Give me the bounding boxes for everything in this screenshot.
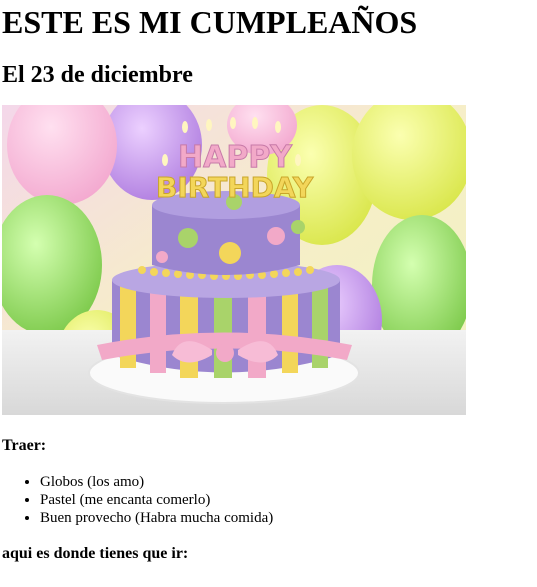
cake-candles	[156, 140, 314, 204]
candle-text-birthday: BIRTHDAY	[156, 171, 314, 204]
birthday-cake-photo	[2, 105, 466, 415]
list-item: • Pastel (me encanta comerlo)	[40, 491, 535, 509]
page	[0, 4, 537, 563]
bring-label: Traer:	[2, 437, 47, 454]
list-item: • Buen provecho (Habra mucha comida)	[40, 509, 535, 527]
bring-list	[2, 473, 535, 527]
candle-text-happy: HAPPY	[178, 140, 293, 175]
where-label: aqui es donde tienes que ir:	[2, 545, 189, 562]
date-heading: El 23 de diciembre	[2, 62, 193, 88]
list-item: • Globos (los amo)	[40, 473, 535, 491]
page-title: ESTE ES MI CUMPLEAÑOS	[2, 4, 418, 40]
